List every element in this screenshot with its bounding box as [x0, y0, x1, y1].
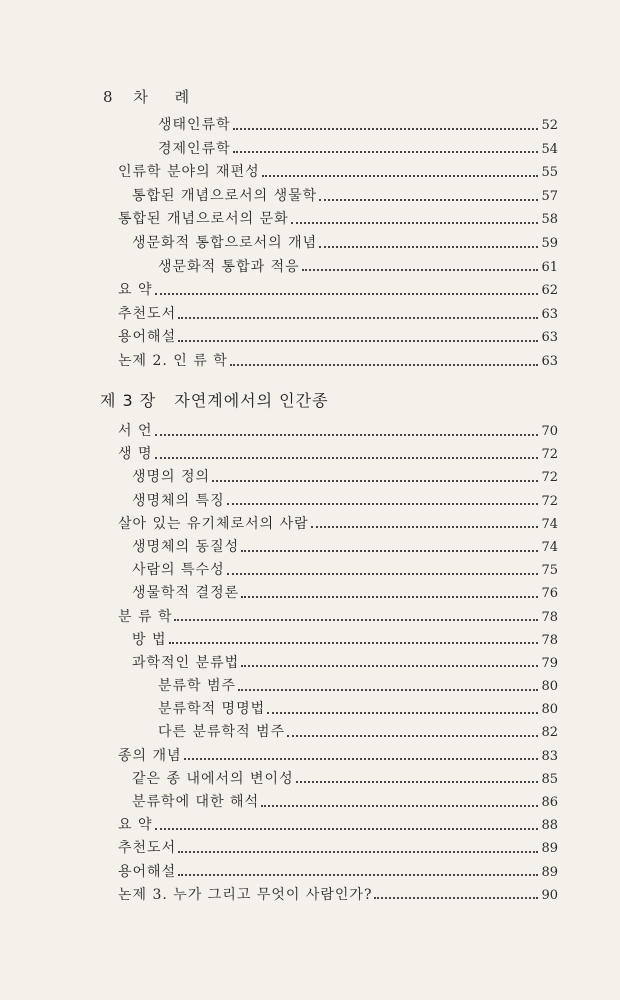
toc-entry-page: 78	[541, 632, 558, 648]
toc-entry-page: 83	[541, 748, 558, 764]
toc-section-1	[118, 114, 558, 374]
toc-entry-page: 76	[541, 586, 558, 602]
toc-entry-title: 생명의 정의	[132, 469, 211, 486]
toc-entry-title: 사람의 특수성	[132, 562, 225, 579]
toc-entry-title: 살아 있는 유기체로서의 사람	[118, 515, 309, 532]
toc-entry	[118, 138, 558, 162]
toc-entry-page: 59	[541, 235, 558, 251]
toc-entry-page: 62	[541, 283, 558, 299]
dot-leader	[174, 619, 538, 621]
toc-entry-title: 용어해설	[118, 863, 177, 880]
dot-leader	[169, 642, 539, 644]
toc-entry	[118, 443, 558, 466]
dot-leader	[230, 364, 538, 366]
toc-entry	[118, 490, 558, 513]
toc-entry-page: 63	[541, 353, 558, 369]
dot-leader	[178, 340, 538, 342]
toc-entry	[118, 559, 558, 582]
toc-entry-title: 생 명	[118, 446, 153, 463]
toc-entry-page: 78	[541, 609, 558, 625]
toc-entry-page: 88	[541, 818, 558, 834]
running-head-title: 차 례	[133, 88, 192, 106]
toc-entry-page: 70	[541, 424, 558, 439]
toc-entry-page: 79	[541, 655, 558, 671]
toc-entry-title: 논제 3. 누가 그리고 무엇이 사람인가?	[118, 886, 373, 903]
toc-entry-title: 생태인류학	[158, 117, 231, 133]
toc-entry	[118, 698, 558, 721]
toc-entry-title: 분류학 범주	[158, 678, 237, 695]
toc-entry-page: 52	[541, 118, 558, 133]
toc-entry	[118, 279, 558, 303]
toc-entry-page: 72	[541, 493, 558, 509]
toc-entry-page: 80	[541, 679, 558, 695]
dot-leader	[267, 712, 538, 714]
toc-entry-title: 요 약	[118, 282, 153, 299]
toc-entry-title: 인류학 분야의 재편성	[118, 164, 260, 181]
dot-leader	[311, 526, 538, 528]
toc-entry-title: 추천도서	[118, 840, 177, 857]
dot-leader	[212, 480, 538, 482]
toc-entry	[118, 185, 558, 209]
toc-entry-page: 63	[541, 330, 558, 346]
toc-entry-page: 57	[541, 188, 558, 204]
toc-entry-page: 89	[541, 841, 558, 857]
toc-entry	[118, 232, 558, 256]
toc-entry	[118, 884, 558, 907]
dot-leader	[184, 758, 538, 760]
toc-entry-page: 72	[541, 470, 558, 486]
dot-leader	[261, 805, 538, 807]
toc-entry	[118, 606, 558, 629]
toc-entry-page: 89	[541, 864, 558, 880]
dot-leader	[319, 246, 538, 248]
page-number: 8	[103, 88, 115, 106]
dot-leader	[296, 781, 538, 783]
toc-entry-page: 85	[541, 771, 558, 787]
toc-entry-title: 분 류 학	[118, 608, 173, 625]
chapter-title: 자연계에서의 인간종	[174, 391, 329, 410]
dot-leader	[155, 457, 539, 459]
toc-entry-title: 분류학적 명명법	[158, 701, 266, 718]
toc-entry	[118, 629, 558, 652]
dot-leader	[155, 434, 539, 436]
dot-leader	[178, 851, 538, 853]
dot-leader	[262, 175, 538, 177]
toc-entry-title: 추천도서	[118, 305, 177, 322]
toc-entry-title: 종의 개념	[118, 747, 182, 764]
toc-entry-title: 통합된 개념으로서의 생물학	[132, 187, 318, 204]
toc-entry	[118, 791, 558, 814]
toc-entry-page: 74	[541, 539, 558, 555]
dot-leader	[241, 665, 538, 667]
dot-leader	[233, 128, 538, 130]
toc-entry-page: 90	[541, 887, 558, 903]
dot-leader	[302, 269, 538, 271]
running-head	[103, 86, 191, 107]
dot-leader	[291, 222, 538, 224]
toc-entry-page: 75	[541, 563, 558, 579]
toc-entry-title: 방 법	[132, 631, 167, 648]
toc-entry-page: 63	[541, 306, 558, 322]
toc-entry-page: 80	[541, 702, 558, 718]
toc-entry	[118, 652, 558, 675]
toc-entry-page: 54	[541, 141, 558, 157]
toc-entry	[118, 350, 558, 374]
toc-entry-title: 용어해설	[118, 329, 177, 346]
toc-entry	[118, 326, 558, 350]
dot-leader	[233, 151, 538, 153]
toc-entry-page: 72	[541, 447, 558, 463]
toc-entry-page: 55	[541, 165, 558, 181]
toc-entry	[118, 861, 558, 884]
toc-entry	[118, 768, 558, 791]
dot-leader	[238, 689, 538, 691]
toc-entry	[118, 303, 558, 327]
toc-entry	[118, 837, 558, 860]
dot-leader	[287, 735, 538, 737]
dot-leader	[227, 503, 538, 505]
dot-leader	[241, 550, 538, 552]
dot-leader	[241, 596, 538, 598]
toc-entry	[118, 114, 558, 138]
toc-entry-page: 58	[541, 212, 558, 228]
dot-leader	[178, 874, 538, 876]
toc-entry	[118, 208, 558, 232]
toc-entry-title: 생물학적 결정론	[132, 585, 240, 602]
toc-entry-title: 요 약	[118, 817, 153, 834]
toc-entry	[118, 814, 558, 837]
chapter-heading	[100, 388, 329, 411]
toc-entry-title: 생명체의 특징	[132, 492, 225, 509]
toc-entry	[118, 582, 558, 605]
toc-entry	[118, 466, 558, 489]
toc-entry	[118, 513, 558, 536]
toc-entry-title: 경제인류학	[158, 140, 231, 157]
toc-entry	[118, 745, 558, 768]
toc-entry	[118, 675, 558, 698]
dot-leader	[178, 317, 538, 319]
dot-leader	[374, 897, 538, 899]
toc-entry	[118, 161, 558, 185]
dot-leader	[155, 293, 539, 295]
toc-entry-title: 과학적인 분류법	[132, 654, 240, 671]
chapter-number: 제 3 장	[100, 391, 157, 410]
toc-entry-page: 86	[541, 795, 558, 810]
toc-entry-page: 82	[541, 725, 558, 741]
toc-entry-title: 서 언	[118, 423, 153, 439]
toc-entry	[118, 420, 558, 443]
toc-entry	[118, 721, 558, 744]
toc-entry-title: 생문화적 통합으로서의 개념	[132, 234, 318, 251]
toc-entry-title: 같은 종 내에서의 변이성	[132, 770, 294, 787]
toc-entry-title: 생명체의 동질성	[132, 538, 240, 555]
dot-leader	[155, 828, 539, 830]
toc-entry-title: 통합된 개념으로서의 문화	[118, 211, 289, 228]
toc-entry-title: 논제 2. 인 류 학	[118, 352, 228, 369]
toc-entry-title: 생문화적 통합과 적응	[158, 258, 300, 275]
toc-section-2	[118, 420, 558, 907]
toc-entry	[118, 256, 558, 280]
toc-entry-title: 분류학에 대한 해석	[132, 794, 260, 810]
toc-entry	[118, 536, 558, 559]
toc-entry-title: 다른 분류학적 범주	[158, 724, 286, 741]
toc-entry-page: 74	[541, 516, 558, 532]
dot-leader	[227, 573, 538, 575]
toc-entry-page: 61	[541, 259, 558, 275]
dot-leader	[319, 199, 538, 201]
